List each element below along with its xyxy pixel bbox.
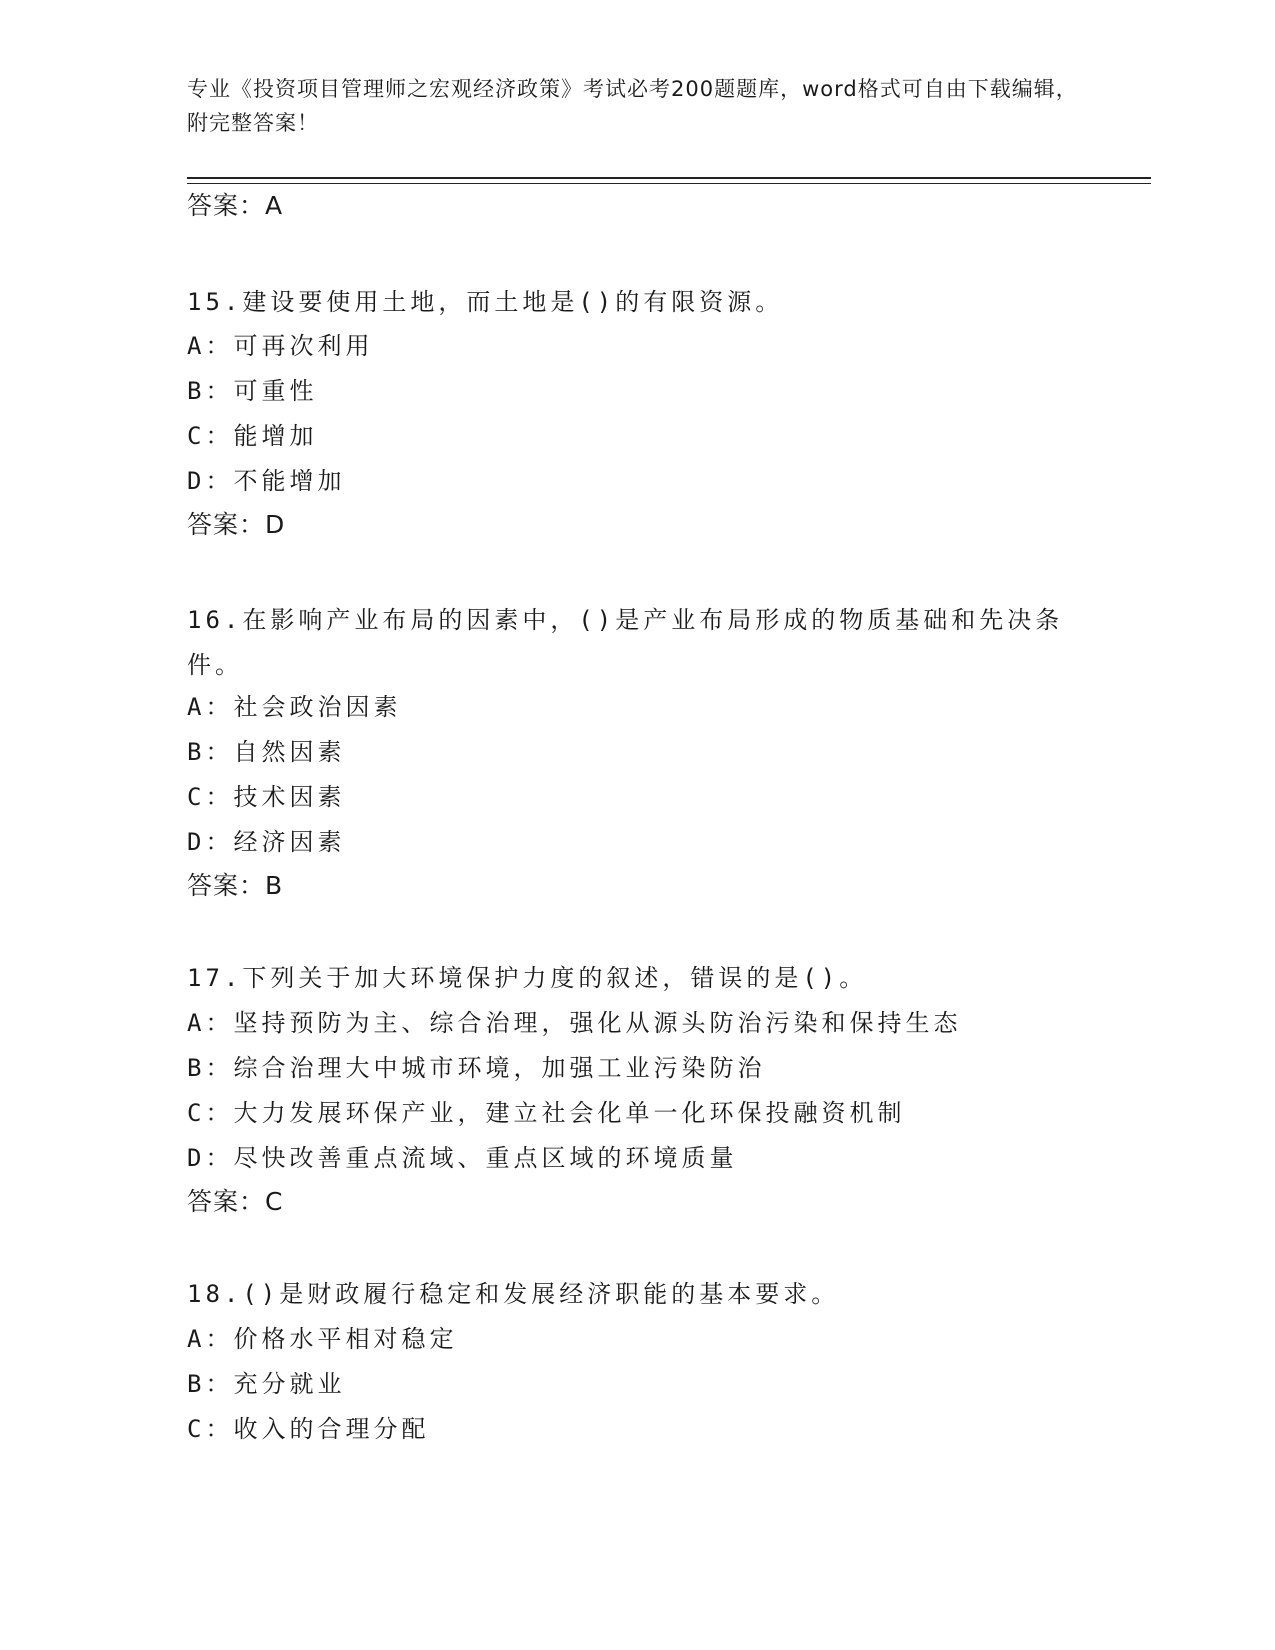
question-18-option-c: C：收入的合理分配 — [187, 1415, 430, 1443]
question-16-option-c: C：技术因素 — [187, 783, 346, 811]
question-17-option-a: A：坚持预防为主、综合治理，强化从源头防治污染和保持生态 — [187, 1009, 962, 1037]
question-18-option-a: A：价格水平相对稳定 — [187, 1325, 458, 1353]
question-15-option-a: A：可再次利用 — [187, 332, 374, 360]
answer-14: 答案：A — [187, 191, 284, 220]
answer-15: 答案：D — [187, 510, 286, 539]
question-16-option-b: B：自然因素 — [187, 738, 346, 766]
question-15-stem: 15.建设要使用土地，而土地是()的有限资源。 — [187, 288, 784, 316]
question-16-stem: 16.在影响产业布局的因素中，()是产业布局形成的物质基础和先决条件。 — [187, 606, 1064, 679]
question-15-option-b: B：可重性 — [187, 377, 318, 405]
question-17-option-b: B：综合治理大中城市环境，加强工业污染防治 — [187, 1054, 766, 1082]
question-17-option-c: C：大力发展环保产业，建立社会化单一化环保投融资机制 — [187, 1099, 906, 1127]
question-16-option-d: D：经济因素 — [187, 828, 346, 856]
question-18-stem: 18.()是财政履行稳定和发展经济职能的基本要求。 — [187, 1280, 840, 1308]
question-16-option-a: A：社会政治因素 — [187, 693, 402, 721]
answer-17: 答案：C — [187, 1187, 284, 1216]
question-18-option-b: B：充分就业 — [187, 1370, 346, 1398]
question-15-option-d: D：不能增加 — [187, 467, 346, 495]
header-rule-thin — [187, 183, 1151, 184]
answer-16: 答案：B — [187, 871, 284, 900]
question-17-stem: 17.下列关于加大环境保护力度的叙述，错误的是()。 — [187, 964, 868, 992]
header-rule-thick — [187, 177, 1151, 179]
question-15-option-c: C：能增加 — [187, 422, 318, 450]
document-header: 专业《投资项目管理师之宏观经济政策》考试必考200题题库，word格式可自由下载编辑，附完整答案！ — [187, 77, 1078, 135]
question-17-option-d: D：尽快改善重点流域、重点区域的环境质量 — [187, 1144, 738, 1172]
